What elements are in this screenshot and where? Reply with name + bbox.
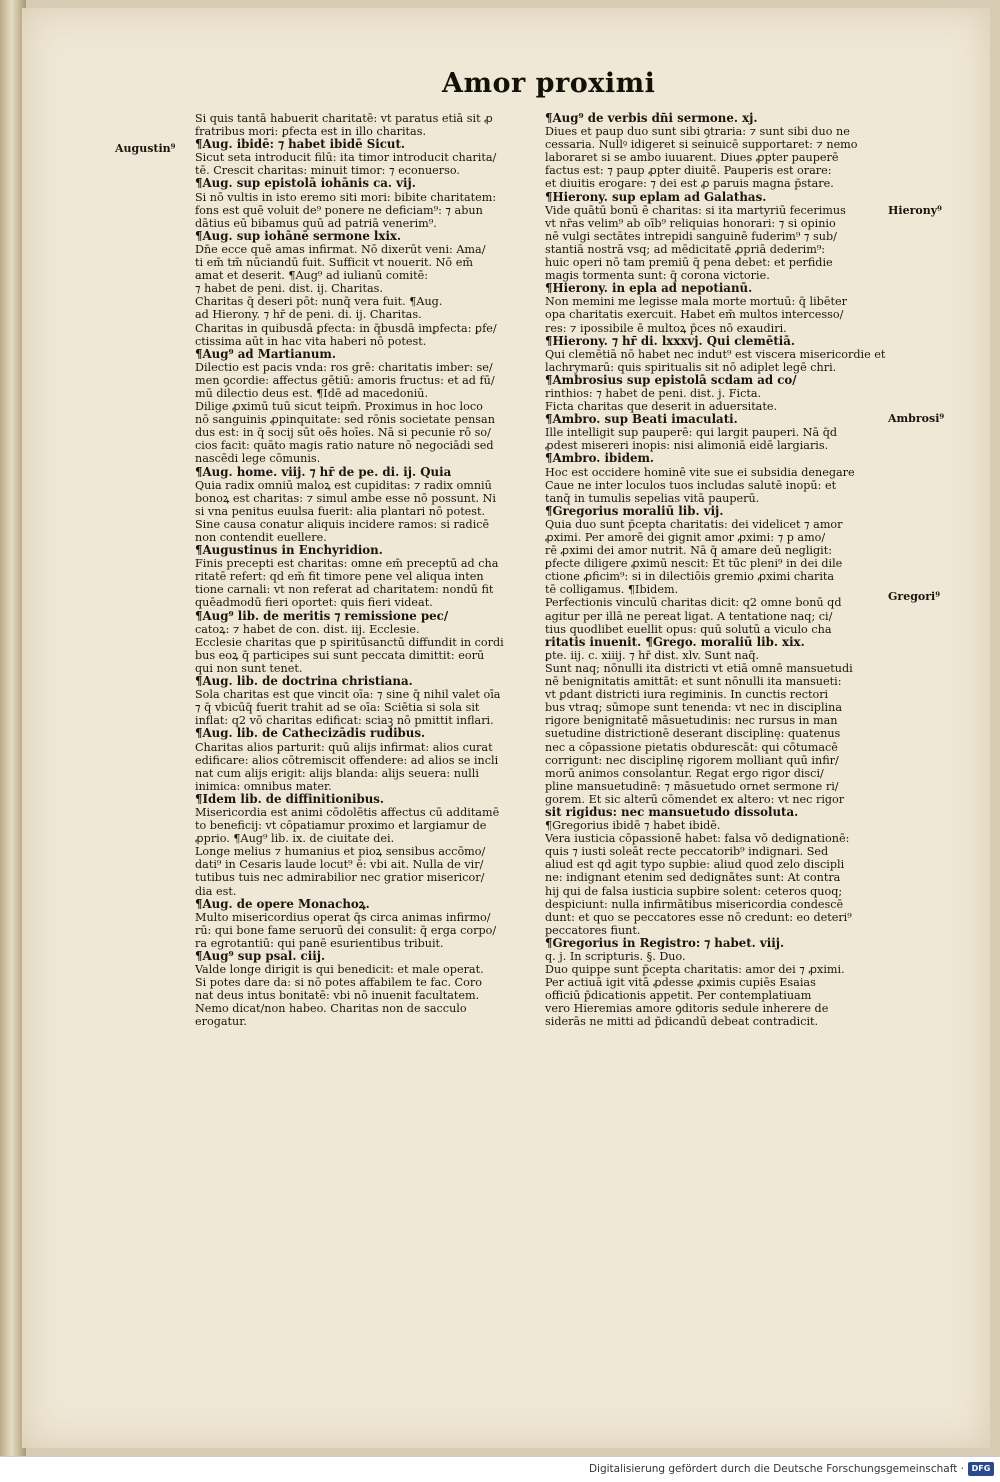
section-heading: ¶Aug. ibidē: ⁊ habet ibidē Sicut. [195,138,406,152]
text-line: ritatē refert: qd̄ em̄ fit timore pene vel aliqua inten [195,570,484,584]
text-line: men ꝯcordie: affectus gētiū: amoris fructus: et ad fū/ [195,373,495,387]
text-line: agitur per illā ne pereat ligat. A tentatione naq; ci/ [545,609,833,623]
text-line: amat et deserit. ¶Aug⁹ ad iulianū comitē: [195,269,428,283]
text-line: Charitas in quibusdā ꝑfecta: in q̄busdā imꝑfecta: ꝑfe/ [195,321,497,335]
text-line: Longe melius ⁊ humanius et pioꝝ sensibus accōmo/ [195,845,486,859]
text-line: rinthios: ⁊ habet de peni. dist. j. Ficta. [545,386,762,400]
text-line: dus est: in q̄ socij sūt oēs hoīes. Nā si pecunie rō so/ [195,426,491,440]
text-line: Si potes dare da: si nō potes affabilem te fac. Coro [195,976,482,990]
text-line: edificare: alios cōtremiscit offendere: ad alios se incli [195,753,499,767]
text-line: nat deus intus bonitatē: vbi nō inuenit facultatem. [195,989,480,1003]
text-line: dia est. [195,884,237,898]
section-heading: ¶Ambrosius sup epistolā scdam ad co/ [545,373,797,387]
text-line: vero Hieremias amore ꝯditoris sedule inherere de [545,1002,829,1016]
section-heading: ¶Gregorius in Registro: ⁊ habet. viij. [545,936,785,950]
text-line: ctissima aūt in hac vita haberi nō potest. [195,334,427,348]
right-text-column [545,112,917,1029]
text-line: Dilige ꝓximū tuū sicut teipm̄. Proximus in hoc loco [195,400,483,414]
text-line: ti em̄ tm̄ nūciandū fuit. Sufficit vt nouerit. Nō em̄ [195,256,473,270]
text-line: Duo quippe sunt p̄cepta charitatis: amor dei ⁊ ꝓximi. [545,963,845,977]
section-heading: ¶Aug. de opere Monachoꝝ. [195,897,370,911]
text-line: Si nō vultis in isto eremo siti mori: bibite charitatem: [195,190,497,204]
text-line: Valde longe dirigit is qui benedicit: et male operat. [195,963,484,977]
text-line: catoꝝ: ⁊ habet de con. dist. iij. Ecclesie. [195,622,420,636]
text-line: hij qui de falsa iusticia supbire solent: ceteros quoq; [545,884,843,898]
text-line: nec a cōpassione pietatis obdurescāt: qui cōtumacē [545,740,838,754]
text-line: Ecclesie charitas que p spiritūsanctū diffundit in cordi [195,635,504,649]
text-line: bus eoꝝ q̄ participes sui sunt peccata dimittit: eorū [195,648,485,662]
text-line: tanq̄ in tumulis sepelias vitā pauperū. [545,491,760,505]
text-line: Vide quātū bonū ē charitas: si ita martyriū fecerimus [545,203,846,217]
text-line: cessaria. Nullꝰ idigeret si seinuicē supportaret: ⁊ nemo [545,138,858,152]
text-line: factus est: ⁊ paup ꝓpter diuitē. Pauperis est orare: [545,164,832,178]
dfg-logo-icon: DFG [968,1462,994,1476]
text-line: Sunt naq; nōnulli ita districti vt etiā omnē mansuetudi [545,661,853,675]
section-heading: ¶Aug⁹ ad Martianum. [195,347,336,361]
section-heading: ¶Ambro. sup Beati imaculati. [545,413,738,427]
text-line: lachrymarū: quis spiritualis sit nō adiplet legē chri. [545,360,837,374]
text-line: ꝓprio. ¶Aug⁹ lib. ix. de ciuitate dei. [195,832,395,846]
text-line: nō sanguinis ꝓpinquitate: sed rōnis societate pensan [195,413,495,427]
text-line: tē. Crescit charitas: minuit timor: ⁊ econuerso. [195,164,460,178]
section-heading: ¶Gregorius moraliū lib. vij. [545,504,724,518]
text-line: Per actiuā igit vitā ꝓdesse ꝓximis cupiēs Esaias [545,976,816,990]
section-heading: ¶Aug⁹ sup psal. ciij. [195,950,326,963]
section-heading: ¶Hierony. sup eplam ad Galathas. [545,190,767,204]
section-heading: ¶Idem lib. de diffinitionibus. [195,792,385,806]
text-line: despiciunt: nulla infirmātibus misericordia condescē [545,897,844,911]
text-line: q. j. In scripturis. §. Duo. [545,950,686,963]
text-line: pline mansuetudinē: ⁊ māsuetudo ornet sermone ri/ [545,779,839,793]
text-line: huic operi nō tam premiū q̄ pena debet: et perfidie [545,256,833,270]
section-heading: ¶Aug⁹ de verbis dn̄i sermone. xj. [545,112,758,125]
text-line: Non memini me legisse mala morte mortuū: q̄ libēter [545,295,847,309]
text-line: rigore benignitatē māsuetudinis: nec rursus in man [545,714,838,728]
section-heading: ¶Aug. sup epistolā iohānis ca. vij. [195,177,416,191]
text-line: Vera iusticia cōpassionē habet: falsa vō dedignationē: [545,832,850,846]
text-line: Dn̄e ecce quē amas infirmat. Nō dixerūt veni: Ama/ [195,242,486,256]
text-line: nat cum alijs erigit: alijs blanda: alijs seuera: nulli [195,766,479,780]
text-line: dati⁹ in Cesaris laude locut⁹ ē: vbi ait. Nulla de vir/ [195,858,484,872]
text-line: Si quis tantā habuerit charitatē: vt paratus etiā sit ꝓ [195,112,493,125]
text-line: Quia radix omniū maloꝝ est cupiditas: ⁊ radix omniū [195,478,492,492]
text-line: siderās ne mitti ad p̄dicandū debeat contradicit. [545,1015,819,1029]
text-line: Charitas alios parturit: quū alijs infirmat: alios curat [195,740,493,754]
text-line: tē colligamus. ¶Ibidem. [545,583,679,597]
section-heading: ¶Hierony. in epla ad nepotianū. [545,282,753,296]
text-line: inimica: omnibus mater. [195,779,332,793]
text-line: quēadmodū fieri oportet: quis fieri videat. [195,596,433,610]
text-line: Quia duo sunt p̄cepta charitatis: dei videlicet ⁊ amor [545,517,843,531]
text-line: inflat: q2 vō charitas edificat: sciaꝫ nō pmittit inflari. [195,714,494,728]
text-line: vt ꝑdant districti iura regiminis. In cunctis rectori [545,688,829,702]
text-line: rū: qui bone fame seruorū dei consulit: q̄ erga corpo/ [195,923,497,937]
text-line: Caue ne inter loculos tuos includas salutē inopū: et [545,478,837,492]
text-line: opa charitatis exercuit. Habet em̄ multos intercesso/ [545,308,844,322]
text-line: res: ⁊ ipossibile ē multoꝝ p̄ces nō exaudiri. [545,321,787,335]
left-text-column [195,112,550,1029]
text-line: ꝑte. iij. c. xiiij. ⁊ hr̄ dist. xlv. Sunt naq̄. [545,648,760,662]
margin-note-ambrosius: Ambrosi⁹ [888,412,945,425]
text-line: et diuitis erogare: ⁊ dei est ꝓ paruis magna p̄stare. [545,177,834,191]
text-line: Finis precepti est charitas: omne em̄ preceptū ad cha [195,557,499,571]
text-line: Ille intelligit sup pauperē: qui largit pauperi. Nā q̄d [545,426,838,440]
text-line: rē ꝓximi dei amor nutrit. Nā q̄ amare deū negligit: [545,544,832,558]
text-line: morū animos consolantur. Regat ergo rigor disci/ [545,766,824,780]
margin-note-augustinus: Augustin⁹ [115,142,176,155]
section-heading: sit rigidus: nec mansuetudo dissoluta. [545,805,799,819]
text-line: tius quodlibet euellit opus: quū solutū a viculo cha [545,622,832,636]
text-line: stantiā nostrā vsq; ad mēdicitatē ꝓpriā dederim⁹: [545,242,826,256]
text-line: Misericordia est animi cōdolētis affectus cū additamē [195,805,500,819]
margin-note-gregorius: Gregori⁹ [888,590,941,603]
text-line: ra egrotantiū: qui panē esurientibus tribuit. [195,936,444,950]
text-line: bonoꝝ est charitas: ⁊ simul ambe esse nō possunt. Ni [195,491,496,505]
text-line: si vna penitus euulsa fuerit: alia plantari nō potest. [195,504,486,518]
text-line: vt nr̄as velim⁹ ab oīb⁹ reliquias honorari: ⁊ si opinio [545,216,836,230]
text-line: Dilectio est pacis vnda: ros grē: charitatis imber: se/ [195,360,493,374]
text-line: Qui clemētiā nō habet nec indut⁹ est viscera misericordie et [545,347,886,361]
text-line: ¶Gregorius ibidē ⁊ habet ibidē. [545,819,721,833]
text-line: laboraret si se ambo iuuarent. Diues ꝓpter pauperē [545,151,839,165]
section-heading: ¶Aug. sup iohānē sermone lxix. [195,229,402,243]
text-line: non contendit euellere. [195,531,327,544]
margin-note-hieronymus: Hierony⁹ [888,204,942,217]
section-heading: ¶Augustinus in Enchyridion. [195,544,383,558]
text-line: Sine causa conatur aliquis incidere ramos: si radicē [195,517,490,531]
text-line: gorem. Et sic alterū cōmendet ex altero: vt nec rigor [545,792,845,806]
text-line: Ficta charitas que deserit in aduersitate. [545,400,778,414]
text-line: dātius eū bibamus quū ad patriā venerim⁹. [195,216,437,230]
text-line: quis ⁊ iusti soleāt recte peccatorib⁹ indignari. Sed [545,845,829,859]
text-line: suetudine districtionē deserant disciplinę: quatenus [545,727,841,741]
section-heading: ¶Aug. home. viij. ⁊ hr̄ de pe. di. ij. Quia [195,465,452,479]
text-line: Multo misericordius operat q̄s circa animas infirmo/ [195,910,491,924]
text-line: tione carnali: vt non referat ad charitatem: nondū fit [195,583,494,597]
text-line: Diues et paup duo sunt sibi ꝯtraria: ⁊ sunt sibi duo ne [545,125,850,139]
section-heading: ¶Aug. lib. de Cathecizādis rudibus. [195,727,426,741]
text-line: qui non sunt tenet. [195,661,303,675]
text-line: tutibus tuis nec admirabilior nec gratior misericor/ [195,871,485,885]
text-line: ⁊ q̄ vbicūq̄ fuerit trahit ad se oīa: Sciētia si sola sit [195,701,480,715]
text-line: Charitas q̄ deseri pōt: nunq̄ vera fuit. ¶Aug. [195,295,443,309]
text-line: dunt: et quo se peccatores esse nō credunt: eo deteri⁹ [545,910,852,924]
text-line: ctione ꝓficim⁹: si in dilectiōis gremio ꝓximi charita [545,570,835,584]
text-line: to beneficij: vt cōpatiamur proximo et largiamur de [195,819,487,833]
text-line: aliud est qd̄ agit typo supbie: aliud quod zelo discipli [545,858,845,872]
text-line: ꝓximi. Per amorē dei gignit amor ꝓximi: ⁊ p amo/ [545,531,826,544]
section-heading: ¶Aug. lib. de doctrina christiana. [195,675,413,689]
text-line: corrigunt: nec disciplinę rigorem molliant quū infir/ [545,753,839,767]
text-line: ꝓdest misereri inopis: nisi alimoniā eidē largiaris. [545,439,829,453]
section-heading: ritatis inuenit. ¶Grego. moraliū lib. xix. [545,635,805,649]
text-line: cios facit: quāto magis ratio nature nō negociādi sed [195,439,494,453]
text-line: officiū p̄dicationis appetit. Per contemplatiuam [545,989,812,1003]
footer-bar [0,1456,1000,1482]
text-line: nē vulgi sectātes intrepidi sanguinē fuderim⁹ ⁊ sub/ [545,229,837,243]
text-line: Hoc est occidere hominē vite sue ei subsidia denegare [545,465,855,479]
page-title: Amor proximi [442,68,656,99]
text-line: nē benignitatis amittāt: et sunt nōnulli ita mansueti: [545,675,842,689]
text-line: Sicut seta introducit filū: ita timor introducit charita/ [195,151,497,165]
text-line: fons est quē voluit de⁹ ponere ne deficiam⁹: ⁊ abun [195,203,483,217]
book-page [22,8,990,1448]
text-line: ad Hierony. ⁊ hr̄ de peni. di. ij. Charitas. [195,308,422,322]
text-line: ⁊ habet de peni. dist. ij. Charitas. [195,282,383,296]
text-line: magis tormenta sunt: q̄ corona victorie. [545,269,770,283]
text-line: peccatores fiunt. [545,923,641,937]
text-line: erogatur. [195,1015,247,1029]
text-line: Perfectionis vinculū charitas dicit: q2 omne bonū qd̄ [545,596,842,610]
text-line: fratribus mori: ꝑfecta est in illo charitas. [195,125,426,139]
text-line: nascēdi lege cōmunis. [195,452,321,466]
text-line: Nemo dicat/non habeo. Charitas non de sacculo [195,1002,467,1016]
footer-credit: Digitalisierung gefördert durch die Deutsche Forschungsgemeinschaft · [588,1463,964,1475]
section-heading: ¶Ambro. ibidem. [545,452,655,466]
text-line: Sola charitas est que vincit oīa: ⁊ sine q̄ nihil valet oīa [195,688,501,702]
text-line: bus vtraq; sūmope sunt tenenda: vt nec in disciplina [545,701,842,715]
text-line: ꝑfecte diligere ꝓximū nescit: Et tūc pleni⁹ in dei dile [545,557,843,571]
section-heading: ¶Hierony. ⁊ hr̄ di. lxxxvj. Qui clemētiā. [545,334,796,348]
section-heading: ¶Aug⁹ lib. de meritis ⁊ remissione pec/ [195,609,449,623]
text-line: mū dilectio deus est. ¶Idē ad macedoniū. [195,386,429,400]
text-line: ne: indignant etenim sed dedignātes sunt: At contra [545,871,841,885]
